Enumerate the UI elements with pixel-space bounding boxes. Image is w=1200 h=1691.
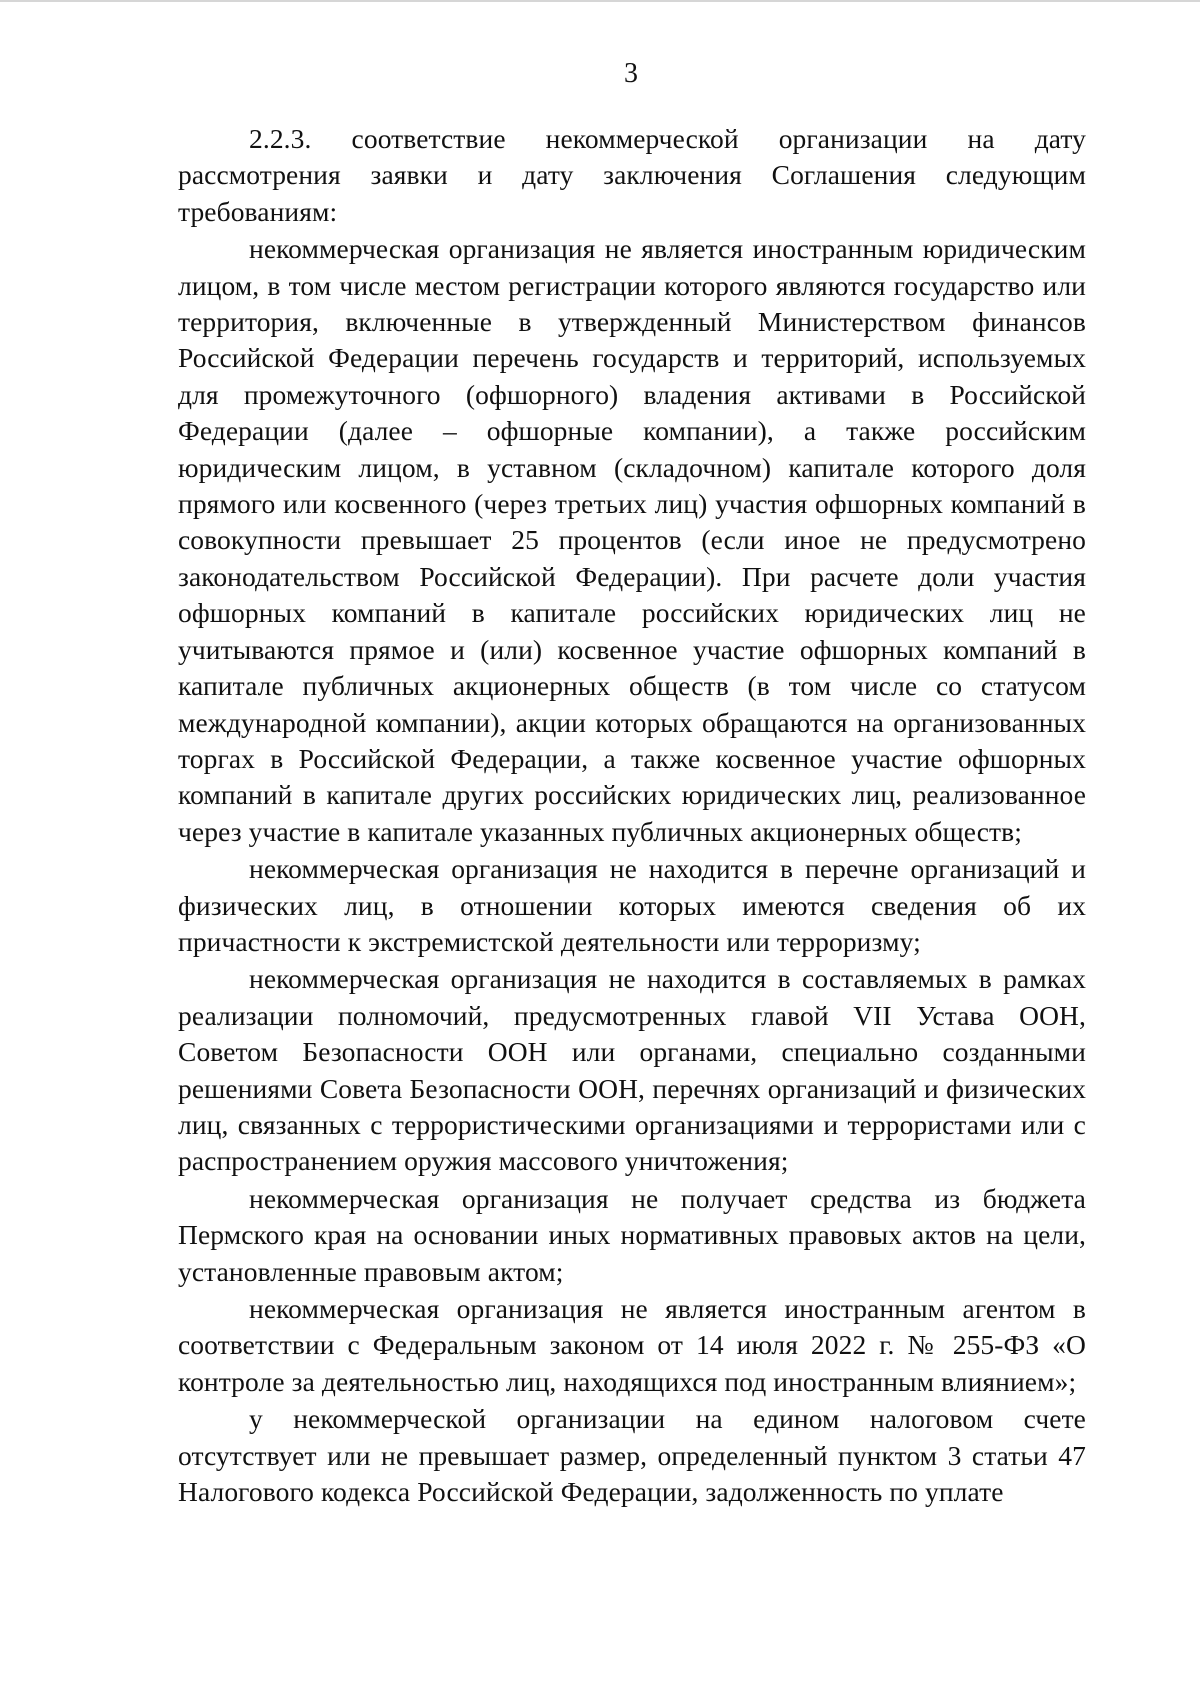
paragraph-foreign-agent: некоммерческая организация не является иностранным агентом в соответствии с Федеральным законом от 14 июля 2022 г. № 255-ФЗ «О контроле за деятельностью лиц, находящихся под иностранным влиянием»; [178, 1293, 1086, 1397]
paragraph-requirements-intro: 2.2.3. соответствие некоммерческой организации на дату рассмотрения заявки и дату заключения Соглашения следующим требованиям: [178, 123, 1086, 227]
paragraph-un-lists: некоммерческая организация не находится в составляемых в рамках реализации полномочий, предусмотренных главой VII Устава ООН, Советом Безопасности ООН или органами, специально созданными решениями Совета Безопасности ООН, перечнях организаций и физических лиц, связанных с террористическими организациями и террористами или с распространением оружия массового уничтожения; [178, 963, 1086, 1177]
paragraph-tax-debt: у некоммерческой организации на едином налоговом счете отсутствует или не превышает размер, определенный пунктом 3 статьи 47 Налогового кодекса Российской Федерации, задолженность по уплате [178, 1403, 1086, 1508]
page-number: 3 [624, 58, 638, 89]
paragraph-extremism-list: некоммерческая организация не находится в перечне организаций и физических лиц, в отношении которых имеются сведения об их причастности к экстремистской деятельности или терроризму; [178, 853, 1086, 957]
paragraph-foreign-entity: некоммерческая организация не является иностранным юридическим лицом, в том числе местом регистрации которого являются государство или территория, включенные в утвержденный Министерством финансов Российской Федерации перечень государств и территорий, используемых для промежуточного (офшорного) владения активами в Российской Федерации (далее – офшорные компании), а также российским юридическим лицом, в уставном (складочном) капитале которого доля прямого или косвенного (через третьих лиц) участия офшорных компаний в совокупности превышает 25 процентов (если иное не предусмотрено законодательством Российской Федерации). При расчете доли участия офшорных компаний в капитале российских юридических лиц не учитываются прямое и (или) косвенное участие офшорных компаний в капитале публичных акционерных обществ (в том числе со статусом международной компании), акции которых обращаются на организованных торгах в Российской Федерации, а также косвенное участие офшорных компаний в капитале других российских юридических лиц, реализованное через участие в капитале указанных публичных акционерных обществ; [178, 233, 1086, 847]
document-body [178, 121, 1086, 1510]
paragraph-budget-funds: некоммерческая организация не получает средства из бюджета Пермского края на основании иных нормативных правовых актов на цели, установленные правовым актом; [178, 1182, 1086, 1287]
scan-edge [0, 0, 1200, 2]
